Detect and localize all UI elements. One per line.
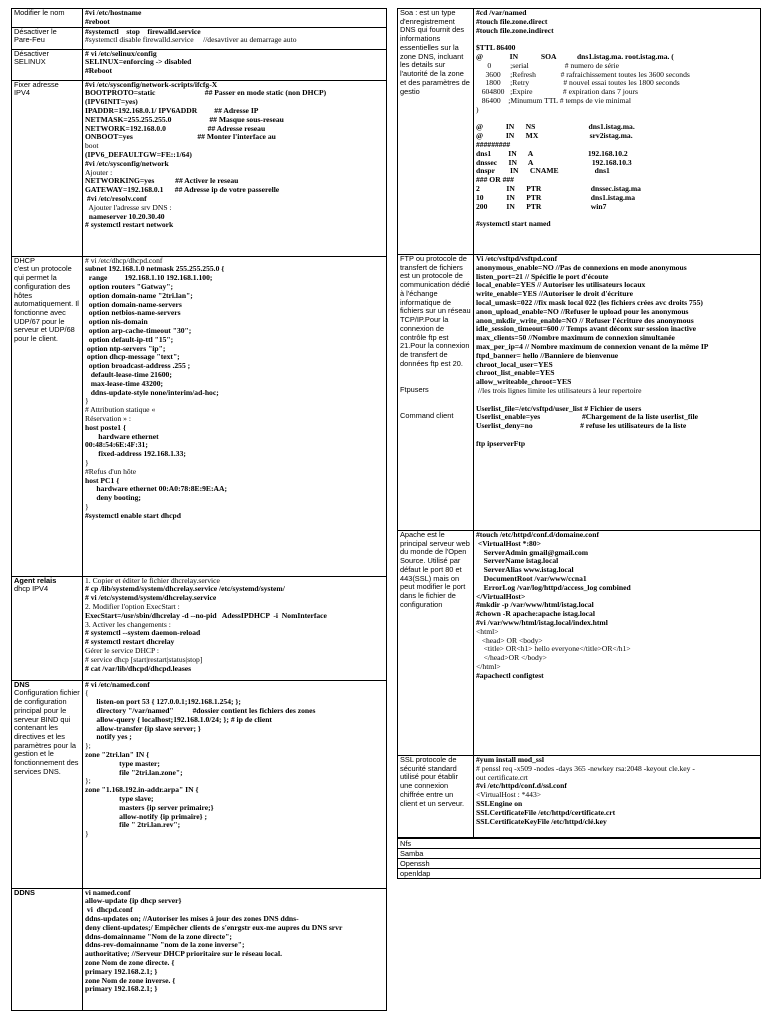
section-label (398, 756, 474, 838)
service-row (398, 859, 761, 869)
config-line: SELINUX=enforcing -> disabled (85, 57, 192, 67)
config-line: write_enable=YES //Autoriser le droit d'écriture (476, 289, 634, 299)
config-line: #vi /var/www/html/istag.local/index.html (476, 617, 608, 627)
section-label-text: IPV4 (14, 88, 31, 98)
config-line: }; (85, 741, 91, 751)
section-content (83, 680, 387, 888)
config-line: #vi /etc/httpd/conf.d/ssl.conf (476, 781, 567, 791)
section-content (83, 576, 387, 680)
config-line: directory "/var/named" #dossier contient les fichiers des zones (85, 705, 316, 715)
config-line: primary 192.168.2.1; } (85, 984, 158, 994)
config-line: 2 IN PTR dnssec.istag.ma (476, 183, 641, 193)
left-section-row (12, 576, 387, 680)
config-line: ErrorLog /var/log/httpd/access_log combined (476, 582, 631, 592)
config-line: # systemctl --system daemon-reload (85, 628, 201, 638)
config-line: option dhcp-message "text"; (85, 352, 180, 362)
config-line: NETWORKING=yes ## Activer le reseau (85, 176, 239, 186)
left-column (11, 8, 387, 1011)
config-line: ExecStart=/usr/sbin/dhcrelay -d --no-pid AdessIPDHCP -i NomInterface (85, 610, 327, 620)
config-line: option netbios-name-servers (85, 308, 181, 318)
section-label-text: Soa : est un type d'enregistrement DNS qui fournit des informations essentielles sur la zone DNS, incluant les details sur l'autorité de la zone et des paramètres de gestio (400, 8, 470, 96)
config-line: default-lease-time 21600; (85, 369, 172, 379)
config-line: local_enable=YES // Autoriser les utilisateurs locaux (476, 280, 646, 290)
config-line: 3600 ;Refresh # rafraichissement toutes les 3600 seconds (476, 69, 690, 79)
config-line: listen_port=21 // Spécifie le port d'écoute (476, 271, 609, 281)
config-line: @ IN MX srv2istag.ma. (476, 131, 633, 141)
config-line: # penssl req -x509 -nodes -days 365 -newkey rsa:2048 -keyout cle.key - (476, 763, 695, 773)
config-line: </html> (476, 661, 501, 671)
config-line: chroot_list_enable=YES (476, 368, 555, 378)
section-label (398, 531, 474, 756)
config-line: #reboot (85, 16, 110, 26)
section-content (83, 256, 387, 576)
config-line: DocumentRoot /var/www/ccna1 (476, 573, 587, 583)
config-line: option default-ip-ttl "15"; (85, 334, 174, 344)
config-line: boot (85, 141, 99, 151)
config-line: # systemctl restart dhcrelay (85, 637, 175, 647)
config-line: #touch /etc/httpd/conf.d/domaine.conf (476, 530, 599, 539)
section-content (83, 888, 387, 1010)
config-line: <html> (476, 626, 499, 636)
section-content (474, 9, 761, 255)
section-label (12, 49, 83, 80)
config-line: } (85, 501, 89, 511)
config-line: ServerAlias www.istag.local (476, 565, 574, 575)
config-line: IPADDR=192.168.0.1/ IPV6ADDR ## Adresse IP (85, 105, 259, 115)
service-label: Openssh (398, 859, 761, 869)
section-label (12, 9, 83, 28)
config-line: vi named.conf (85, 888, 131, 897)
config-line: Userlist_enable=yes #Chargement de la liste userlist_file (476, 412, 698, 422)
config-line: # vi /etc/selinux/config (85, 49, 157, 58)
service-label: Nfs (398, 839, 761, 849)
config-line: ftp ipserverFtp (476, 438, 526, 448)
config-line: <title> OR<h1> hello everyone</title>OR</h1> (476, 644, 631, 654)
config-line: 1. Copier et éditer le fichier dhcrelay.service (85, 576, 220, 585)
left-section-row (12, 888, 387, 1010)
config-line: 604800 ;Expire # expiration dans 7 jours (476, 87, 638, 97)
config-line: zone "1.168.192.in-addr.arpa" IN { (85, 785, 199, 795)
config-line: Userlist_deny=no # refuse les utilisateurs de la liste (476, 421, 687, 431)
section-label-text: Command client (400, 411, 454, 421)
config-line: 2. Modifier l'option ExecStart : (85, 601, 180, 611)
section-label-text: Désactiver (14, 49, 49, 58)
config-line: range 192.168.1.10 192.168.1.100; (85, 273, 213, 283)
config-line: # systemctl restart network (85, 220, 174, 230)
section-label-text: SSL protocole de sécurité standard utilisé pour établir une connexion chiffrée entre un client et un serveur. (400, 755, 465, 808)
config-line: #Refus d'un hôte (85, 466, 137, 476)
config-line: idle_session_timeout=600 // Temps avant déconx sur session inactive (476, 324, 696, 334)
config-line: //les trois lignes limite les utilisateurs à leur repertoire (476, 385, 642, 395)
section-label-text: Pare-Feu (14, 35, 45, 45)
config-line: #systemctl start named (476, 219, 551, 229)
config-line: host PC1 { (85, 475, 120, 485)
section-label-text: Désactiver le (14, 27, 57, 36)
config-line: ddns-updates on; //Autoriser les mises à jour des zones DNS ddns- (85, 913, 299, 923)
config-line: #cd /var/named (476, 8, 527, 17)
config-line: NETWORK=192.168.0.0 ## Adresse reseau (85, 123, 266, 133)
config-line: notify yes ; (85, 732, 132, 742)
config-line: BOOTPROTO=static ## Passer en mode static (non DHCP) (85, 88, 327, 98)
config-line: authoritative; //Serveur DHCP prioritaire sur le réseau local. (85, 949, 282, 959)
config-line: option domain-name-servers (85, 299, 182, 309)
config-line: #touch file.zone.direct (476, 16, 548, 26)
config-line: #systemctl enable start dhcpd (85, 510, 181, 520)
section-label (12, 80, 83, 256)
config-line: option domain-name "2tri.lan"; (85, 290, 193, 300)
left-table (11, 8, 387, 1011)
config-line: @ IN NS dns1.istag.ma. (476, 122, 635, 132)
left-section-row (12, 256, 387, 576)
section-label (12, 680, 83, 888)
left-section-row (12, 80, 387, 256)
config-line: zone Nom de zone inverse. { (85, 975, 176, 985)
section-label-text: c'est un protocole qui permet la configuration des hôtes automatiquement. Il fonctionne avec UDP/67 pour le serveur et UDP/68 pour le client. (14, 264, 79, 344)
config-line: #vi /etc/sysconfig/network (85, 158, 169, 168)
config-line: allow-transfer {ip slave server; } (85, 723, 201, 733)
config-line: Ajouter : (85, 167, 113, 177)
config-line: option ntp-servers "ip"; (85, 343, 166, 353)
config-line: ### OR ### (476, 175, 514, 185)
config-line: #systemctl stop firewalld.service (85, 27, 201, 36)
config-line: #systemctl disable firewalld.service //desavtiver au demarrage auto (85, 35, 297, 45)
config-line: } (85, 457, 89, 467)
section-label-text: Configuration fichier de configuration principal pour le serveur BIND qui contenant les directives et les paramètres pour la gestion et le fonctionnement des services DNS. (14, 688, 80, 776)
config-line: anon_mkdir_write_enable=NO // Refuser l'écriture des anonymous (476, 315, 694, 325)
config-line: out certificate.crt (476, 772, 528, 782)
config-line: ddns-domainname "Nom de la zone directe"; (85, 931, 232, 941)
config-line: }; (85, 776, 91, 786)
section-label-text: Ftpusers (400, 385, 429, 395)
right-section-row (398, 9, 761, 255)
section-label-text: Agent relais (14, 576, 57, 585)
config-line: anonymous_enable=NO //Pas de connexions en mode anonymous (476, 262, 687, 272)
config-line: option broadcast-address .255 ; (85, 361, 191, 371)
config-line: Gérer le service DHCP : (85, 645, 159, 655)
config-line: file "2tri.lan.zone"; (85, 767, 183, 777)
config-line: ServerAdmin gmail@gmail.com (476, 547, 589, 557)
config-line: # cp /lib/systemd/system/dhcrelay.service /etc/systemd/system/ (85, 584, 285, 594)
config-line: primary 192.168.2.1; } (85, 966, 158, 976)
config-line: #vi /etc/resolv.conf (85, 193, 147, 203)
config-line: Ajouter l'adresse srv DNS : (85, 202, 172, 212)
config-line: host poste1 { (85, 422, 126, 432)
config-line: @ IN SOA dns1.istag.ma. root.istag.ma. ( (476, 51, 674, 61)
left-section-row (12, 9, 387, 28)
config-line: SSLCertificateKeyFile /etc/httpd/clé.key (476, 816, 607, 826)
config-line: ######### (476, 139, 511, 149)
config-line: ServerName istag.local (476, 556, 559, 566)
section-label-text: DHCP (14, 256, 35, 265)
config-line: hardware ethernet 00:A0:78:8E:9E:AA; (85, 484, 228, 494)
config-line: subnet 192.168.1.0 netmask 255.255.255.0 { (85, 264, 225, 274)
config-line: dnssec IN A 192.168.10.3 (476, 157, 632, 167)
config-line: max_clients=50 //Nombre maximum de connexion simultanée (476, 333, 675, 343)
config-line: 0 ;serial # numero de série (476, 60, 619, 70)
config-line: allow-notify {ip primaire} ; (85, 811, 208, 821)
section-content (474, 756, 761, 838)
config-line: chroot_local_user=YES (476, 359, 553, 369)
config-line: #apachectl configtest (476, 670, 544, 680)
config-line: type master; (85, 758, 160, 768)
section-content (83, 49, 387, 80)
config-line: option nis-domain (85, 317, 148, 327)
right-section-row (398, 531, 761, 756)
config-line: <head> OR <body> (476, 635, 543, 645)
config-line: SSLCertificateFile /etc/httpd/certificate.crt (476, 807, 616, 817)
section-label (12, 27, 83, 49)
config-line: ONBOOT=yes ## Monter l'interface au (85, 132, 276, 142)
left-section-row (12, 27, 387, 49)
right-small-table (397, 838, 761, 879)
config-line: ddns-rev-domainname "nom de la zone inverse"; (85, 940, 245, 950)
section-label-text: DNS (14, 680, 30, 689)
config-line: ) (476, 104, 479, 114)
config-line: masters {ip server primaire;} (85, 802, 214, 812)
config-line: option routers "Gatway"; (85, 281, 174, 291)
config-line: 00:48:54:6E:4F:31; (85, 440, 148, 450)
section-label-text: Modifier le nom (14, 8, 65, 17)
section-label-text (400, 395, 471, 404)
section-label-text (400, 369, 471, 378)
config-line: # vi /etc/dhcp/dhcpd.conf (85, 256, 163, 265)
config-line: deny client-updates;/ Empêcher clients de s'enrgstr eux-me aupres du DNS srvr (85, 922, 343, 932)
section-label (398, 9, 474, 255)
config-line: deny booting; (85, 493, 141, 503)
config-line: SSLEngine on (476, 798, 523, 808)
section-label (398, 255, 474, 531)
config-line: ddns-update-style none/interim/ad-hoc; (85, 387, 219, 397)
config-line: #yum install mod_ssl (476, 755, 544, 764)
section-content (83, 27, 387, 49)
section-label (12, 576, 83, 680)
section-content (474, 531, 761, 756)
config-line: #touch file.zone.indirect (476, 25, 554, 35)
config-line: 200 IN PTR win7 (476, 201, 607, 211)
service-row (398, 869, 761, 879)
config-line: <VirtualHost *:80> (476, 538, 541, 548)
config-line: 3. Activer les changements : (85, 619, 171, 629)
config-line: </head>OR </body> (476, 653, 547, 663)
config-line: hardware ethernet (85, 431, 159, 441)
config-line: #vi /etc/sysconfig/network-scripts/ifcfg-X (85, 80, 218, 89)
section-label-text: SELINUX (14, 57, 46, 67)
section-label (12, 256, 83, 576)
config-line: # vi /etc/named.conf (85, 680, 150, 689)
left-section-row (12, 49, 387, 80)
config-line: #vi /etc/hostname (85, 8, 142, 17)
section-label (12, 888, 83, 1010)
right-section-row (398, 756, 761, 838)
config-line: allow-update {ip dhcp server} (85, 896, 182, 906)
config-line: zone Nom de zone directe. { (85, 957, 175, 967)
right-table (397, 8, 761, 838)
config-line: #chown -R apache:apache istag.local (476, 609, 595, 619)
config-line: } (85, 396, 89, 406)
config-line: </VirtualHost> (476, 591, 526, 601)
section-content (474, 255, 761, 531)
config-line: fixed-address 192.168.1.33; (85, 449, 186, 459)
section-label-text: dhcp IPV4 (14, 584, 49, 594)
config-line: zone "2tri.lan" IN { (85, 749, 150, 759)
right-column (397, 8, 761, 879)
right-section-row (398, 255, 761, 531)
config-line: file " 2tri.lan.rev"; (85, 820, 181, 830)
config-line: (IPV6INIT=yes) (85, 97, 138, 107)
config-line: 86400 ;Minumum TTL # temps de vie minimal (476, 95, 632, 105)
config-line: allow-query { localhost;192.168.1.0/24; }; # ip de client (85, 714, 272, 724)
service-label: openldap (398, 869, 761, 879)
service-row (398, 849, 761, 859)
config-line: vi dhcpd.conf (85, 905, 133, 915)
section-label-text: Fixer adresse (14, 80, 59, 89)
section-label-text: DDNS (14, 888, 35, 897)
config-line: Userlist_file=/etc/vsftpd/user_list # Fichier de users (476, 403, 642, 413)
config-line: 1800 ;Retry # nouvel essai toutes les 1800 seconds (476, 78, 680, 88)
section-content (83, 9, 387, 28)
config-line: $TTL 86400 (476, 43, 516, 53)
config-line: max-lease-time 43200; (85, 378, 164, 388)
config-line: # cat /var/lib/dhcpd/dhcpd.leases (85, 663, 192, 673)
config-line: Réservation » : (85, 413, 131, 423)
config-line: Vi /etc/vsftpd/vsftpd.conf (476, 254, 558, 263)
config-line: } (85, 829, 89, 839)
config-line: # vi /etc/systemd/system/dhcrelay.service (85, 593, 217, 603)
config-line: ftpd_banner= hello //Banniere de bienvenue (476, 350, 619, 360)
config-line: (IPV6_DEFAULTGW=FE::1/64) (85, 149, 192, 159)
config-line: { (85, 688, 89, 698)
config-line (476, 35, 758, 44)
config-line: dns1 IN A 192.168.10.2 (476, 148, 628, 158)
config-line: local_umask=022 //fix mask local 022 (les fichiers crées avc droits 755) (476, 297, 703, 307)
config-line: #mkdir -p /var/www/html/istag.local (476, 600, 594, 610)
config-line: option arp-cache-timeout "30"; (85, 325, 192, 335)
section-content (83, 80, 387, 256)
section-label-text: FTP ou protocole de transfert de fichiers est un protocole de communication dédié à l'échange informatique de fichiers sur un réseau TCP/IP.Pour la connexion de contrôle ftp est 21.Pour la connexion de transfert de données ftp est 20. (400, 254, 471, 368)
config-line: max_per_ip=4 // Nombre maximum de connexion venant de la même IP (476, 341, 709, 351)
left-section-row (12, 680, 387, 888)
config-line: listen-on port 53 { 127.0.0.1;192.168.1.254; }; (85, 697, 241, 707)
config-line: dnspr IN CNAME dns1 (476, 166, 610, 176)
config-line: # service dhcp [start|restart|status|stop] (85, 654, 203, 664)
section-label-text: Apache est le principal serveur web du monde de l'Open Source. Utilisé par défaut le port 80 et 443(SSL) mais on peut modifier le port dans le fichier de configuration (400, 530, 470, 609)
config-line: <VirtualHost : *443> (476, 790, 542, 800)
service-row (398, 839, 761, 849)
service-label: Samba (398, 849, 761, 859)
config-line: anon_upload_enable=NO //Refuser le upload pour les anonymous (476, 306, 689, 316)
config-line: 10 IN PTR dns1.istag.ma (476, 192, 636, 202)
config-line: #Reboot (85, 66, 112, 76)
config-line: # Attribution statique « (85, 405, 156, 415)
config-line: nameserver 10.20.30.40 (85, 211, 165, 221)
config-line: type slave; (85, 793, 154, 803)
config-line: allow_writeable_chroot=YES (476, 377, 572, 387)
config-line: NETMASK=255.255.255.0 ## Masque sous-reseau (85, 114, 284, 124)
config-line: GATEWAY=192.168.0.1 ## Adresse ip de votre passerelle (85, 185, 280, 195)
